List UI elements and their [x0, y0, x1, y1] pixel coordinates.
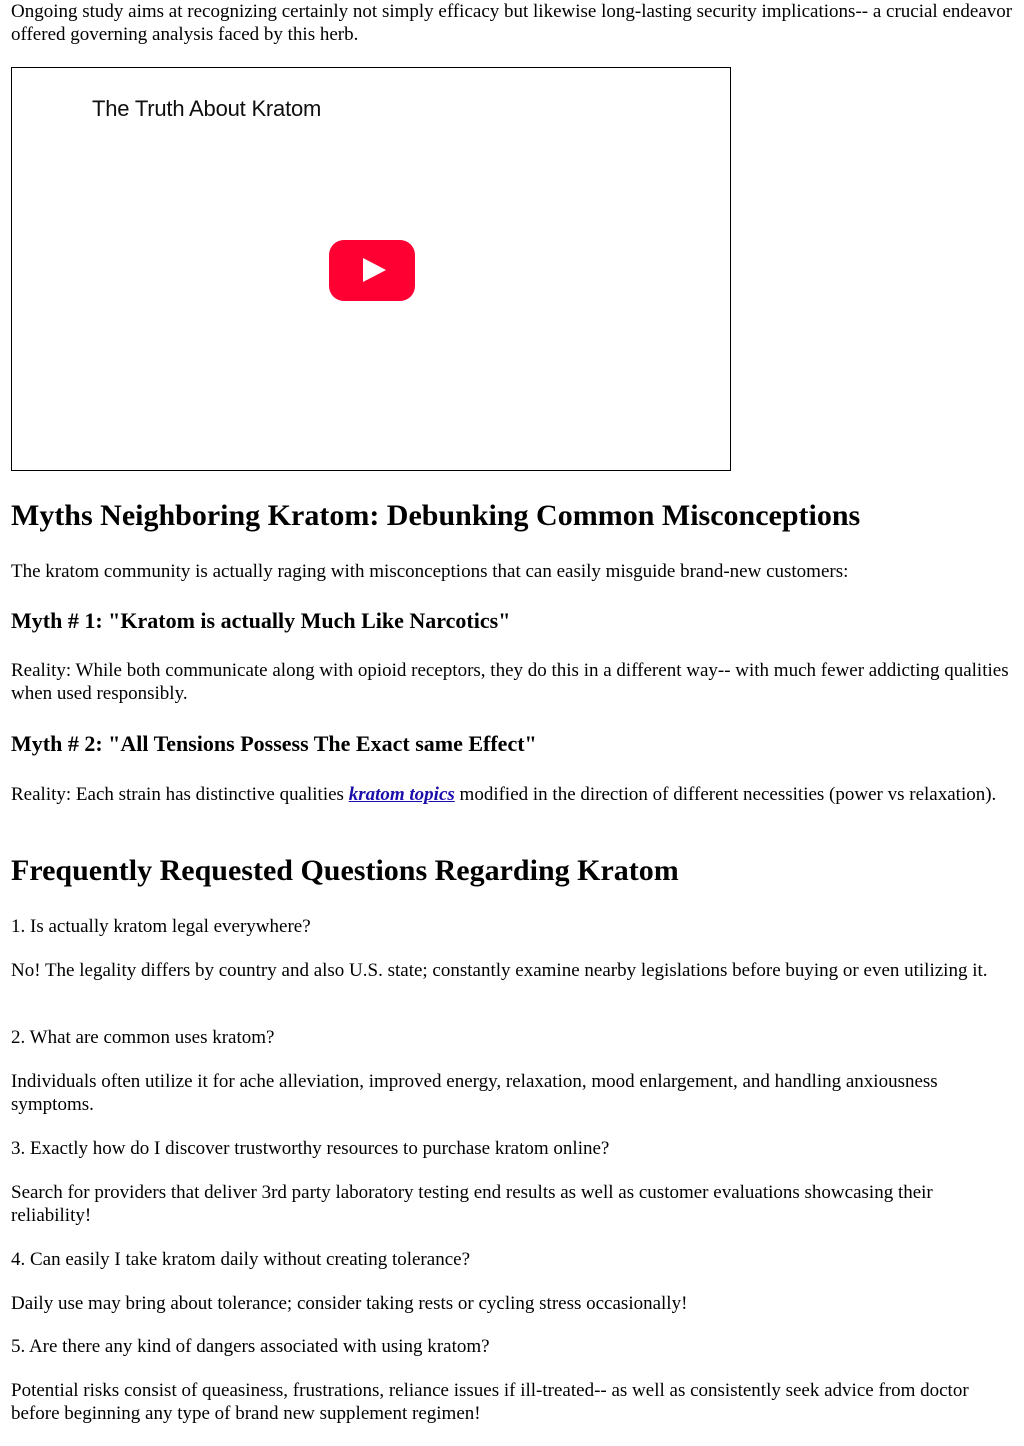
- youtube-play-icon[interactable]: [329, 240, 415, 301]
- myth1-heading: Myth # 1: "Kratom is actually Much Like Narcotics": [11, 608, 511, 633]
- faq-question-5: 5. Are there any kind of dangers associated with using kratom?: [11, 1336, 490, 1357]
- faq-answer-3: Search for providers that deliver 3rd party laboratory testing end results as well as customer evaluations showcasing their reliability!: [11, 1182, 933, 1226]
- myths-intro: The kratom community is actually raging with misconceptions that can easily misguide brand-new customers:: [11, 561, 849, 582]
- video-title[interactable]: The Truth About Kratom: [92, 96, 322, 121]
- faq-question-4: 4. Can easily I take kratom daily without creating tolerance?: [11, 1249, 470, 1270]
- faq-question-2: 2. What are common uses kratom?: [11, 1027, 275, 1048]
- faq-question-3: 3. Exactly how do I discover trustworthy resources to purchase kratom online?: [11, 1138, 610, 1159]
- faq-heading: Frequently Requested Questions Regarding Kratom: [11, 854, 679, 887]
- faq-question-1: 1. Is actually kratom legal everywhere?: [11, 916, 311, 937]
- faq-answer-1: No! The legality differs by country and also U.S. state; constantly examine nearby legislations before buying or even utilizing it.: [11, 960, 988, 981]
- faq-answer-4: Daily use may bring about tolerance; consider taking rests or cycling stress occasionally!: [11, 1293, 688, 1314]
- myth2-reality-text-end: modified in the direction of different necessities (power vs relaxation).: [454, 784, 997, 805]
- kratom-topics-link[interactable]: kratom topics: [348, 784, 455, 805]
- myth2-reality-text: Reality: Each strain has distinctive qualities: [11, 784, 349, 805]
- faq-answer-2: Individuals often utilize it for ache alleviation, improved energy, relaxation, mood enlargement, and handling anxiousness symptoms.: [11, 1071, 938, 1115]
- myth2-heading: Myth # 2: "All Tensions Possess The Exact same Effect": [11, 731, 537, 756]
- play-triangle-icon: [363, 258, 386, 282]
- intro-paragraph: Ongoing study aims at recognizing certainly not simply efficacy but likewise long-lasting security implications-- a crucial endeavor offered governing analysis faced by this herb.: [11, 1, 1013, 45]
- myths-heading: Myths Neighboring Kratom: Debunking Common Misconceptions: [11, 499, 861, 532]
- myth2-reality: [11, 783, 1016, 806]
- video-embed[interactable]: [11, 67, 731, 471]
- faq-answer-5: Potential risks consist of queasiness, frustrations, reliance issues if ill-treated-- as well as consistently seek advice from doctor before beginning any type of brand new supplement regimen!: [11, 1380, 969, 1424]
- myth1-reality: Reality: While both communicate along with opioid receptors, they do this in a different way-- with much fewer addicting qualities when used responsibly.: [11, 660, 1009, 704]
